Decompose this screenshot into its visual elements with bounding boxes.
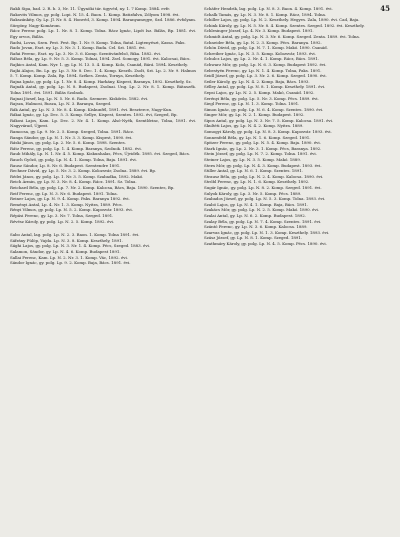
register-entry: Stern Mór, gy. polg. Lp. N. 4. 3. Komp. Budapest. 1893. évi. bbox=[204, 162, 322, 168]
register-entry: Siegl Ferenc, gy. Lp. N. 1. 3. Komp. Tolna. 1891. bbox=[204, 101, 300, 107]
register-entry: Sepsi Lajos, gy. Lp. N. 2. 5. Komp. Makó, Csanád. 1892. bbox=[204, 89, 315, 95]
register-entry: Stein József, gy. polg. Lp. N. 7. 2. Komp. Tolna. 1891. évi. bbox=[204, 151, 317, 157]
section-gap bbox=[10, 224, 196, 232]
register-entry: Stiller Antal, gy. Lp. N. 6. 1. Komp. Szentes. 1891. bbox=[204, 168, 303, 174]
register-entry: Sonnenfeld Béla, gy. Lp. N. 1. 6. Komp. Szeged. 1891. bbox=[204, 134, 311, 140]
register-entry: Rátz Ferenc, gy. polg. Lp. 1. 4. Komp. Baranya, Szolnok. 1882. évi. bbox=[10, 145, 142, 151]
register-entry: Reményi Antal, Lp. 4. Nr. 1. 3. Komp. Nyitra, 1889. Pécs. bbox=[10, 201, 123, 207]
register-entry: Serényi Béla, gy. polg. Lp. 5. Nr. 3. Komp. Pécs. 1889. évi. bbox=[204, 95, 319, 101]
register-entry: Schreiber Ignác, Lp. N. 3. 5. Komp. Kolozsvár, 1893. évi. bbox=[204, 50, 316, 56]
register-entry: Sugár Ignác, gy. polg. Lp. N. 8. 2. Komp. Szeged. 1891. évi. bbox=[204, 185, 322, 190]
register-entry: Rajnai József, lag. Lp. N. 5. Nr. 6. Rado. Szemere. Kiskőrös. 1882. évi. bbox=[10, 95, 149, 101]
register-entry: Rado Jovan, Eszt. ny. Lp. 3. Nr. 3. 1. Komp. Bada. Cel. Szt. 1881. évi. bbox=[10, 45, 146, 51]
register-entry: Somogyi Károly, gy. polg. Lp. N. 8. 3. Komp. Kaposvár. 1893. évi. bbox=[204, 129, 332, 135]
register-entry: Simon Ignác, gy. polg. Lp. N. 6. 4. Komp. Szentes. 1890. évi. bbox=[204, 106, 324, 112]
register-entry: Schink Károly, gy. Lp. N. 5. Nr. 8. 4. Komp. Szentes. Szeged. 1892. évi. Keszthely. bbox=[204, 22, 365, 28]
register-entry: Schneider Béla, gy. Lp. N. 2. 3. Komp. Pécs. Baranya. 1892. bbox=[204, 39, 322, 45]
register-entry: Steiner Lajos, gy. Lp. N. 3. 5. Komp. Makó. 1889. bbox=[204, 157, 301, 163]
register-entry: Sabo Antal, lag. polg. Lp. N. 2. 3. Baon. 1. Komp. Tolna 1891. évi. bbox=[10, 232, 140, 238]
register-entry: Salamon, Sándor, gy. Lp. N. 4. 6. Komp. Budapest 1891. bbox=[10, 248, 121, 254]
register-entry: Répási Ferenc, gy. Lp. 3. Nr. 7. Tolna, Szeged. 1891. bbox=[10, 212, 114, 218]
register-entry: Szabados József, gy. polg. Lp. N. 5. 3. Komp. Tolna. 1893. évi. bbox=[204, 196, 326, 202]
register-entry: Rausz Sándor, Lp. 8. Nr. 6. Budapest. Szentendre 1891. bbox=[10, 162, 121, 168]
register-entry: Szántó Ferenc, gy. Lp. N. 3. 6. Komp. Kalocsa. 1889. bbox=[204, 224, 308, 230]
register-entry: Sáfrány Fülöp, Vajda. Lp. N. 3. 8. Komp. Keszthely, 1891. bbox=[10, 237, 123, 243]
register-entry: Rafai Ferenc, Eszt. ny. Lp. 3. Nr. 3. 6. Komp. Szentivánfelső, Rika. 1882. évi. bbox=[10, 50, 161, 56]
right-column bbox=[204, 6, 390, 533]
register-entry: Schön Dávid, gy. polg. Lp. N. 7. 1. Komp. Makó. 1890. Csanád. bbox=[204, 45, 328, 51]
register-entry: Szász József, gy. Lp. N. 8. 1. Komp. Szeged. 1891. bbox=[204, 235, 303, 241]
register-entry: Révész Károly, gy. polg. Lp. N. 2. 5. Komp. 1892. évi. bbox=[10, 218, 114, 224]
register-entry: Raub Mihály, Lp. N. 1. Nr. 4. 5. Komp. Kiskunhalas, Pécs, Újvidék. 1895. évi. Szeged, Bács. bbox=[10, 151, 190, 157]
register-entry: Spitzer Ferenc, gy. polg. Lp. N. 5. 4. Komp. Baja. 1890. évi. bbox=[204, 140, 321, 146]
register-entry: Schwarz Mór, gy. polg. Lp. N. 6. 3. Komp. Budapest 1892. évi. bbox=[204, 61, 327, 67]
register-entry: Stróbl Ferenc, gy. Lp. N. 1. 6. Komp. Keszthely. 1892. bbox=[204, 179, 310, 185]
register-entry: Rédei János, gy. polg. Lp. 1. Nr. 3. 5. Komp. Szabadka, 1892. Makó. bbox=[10, 173, 144, 179]
register-entry: Szarvas Ignác, gy. polg. Lp. N. 1. 3. Komp. Keszthely. 1893. évi. bbox=[204, 229, 330, 235]
register-entry: Rényi Vilmos, gy. polg. Lp. N. 5. 2. Komp. Kaposvár. 1893. évi. bbox=[10, 207, 133, 213]
register-entry: Rauch Győző, gy. polg. Lp. N. 4. 1. Komp. Tolna, Baja. 1891. évi. bbox=[10, 157, 137, 163]
register-entry: Reichard Béla, gy. polg. Lp. 7. Nr. 2. Komp. Kalocsa, Bács, Baja. 1890. Szentes, Bp. bbox=[10, 185, 175, 190]
register-entry: Rajsza, Halmosi, Rusza, Lp. N. 3. Baranya, Szeged. bbox=[10, 101, 112, 107]
register-entry: Szalay Béla, gy. polg. Lp. N. 7. 4. Komp. Szentes. 1891. évi. bbox=[204, 218, 322, 224]
register-entry: Seidl József, gy. polg. Lp. 3. Nr. 2. 6. Komp. Szeged. 1890. évi. bbox=[204, 73, 327, 79]
register-entry: Szabó Lajos, gy. Lp. N. 4. 1. Komp. Baja, Bács. 1891. bbox=[204, 201, 308, 207]
register-entry: Schlesinger József, Lp. 4. Nr. 3. Komp. Budapest. 1891. bbox=[204, 28, 314, 34]
register-entry: Rácz Ferenc polg. Lp. 1. Nr. 8. 1. Komp. Tolna. Rácz Ignác, Lipót Isz. Bálás, Bp. 1881. évi. Egy orvos, Bálás. bbox=[10, 28, 196, 39]
register-entry: Rához Béla, gy. Lp. 9. Nr. 5. 3. Komp. Tolnai, 1894. Zsel. Somogy, 1891. évi. Kalocsai, Bács. bbox=[10, 56, 191, 62]
register-entry: Sallai Ferenc, Kam. Lp. N. 2. Nr. 3. 1. Komp. Vác, 1892. évi. bbox=[10, 254, 128, 260]
register-entry: Stark Ignác, gy. Lp. 2. Nr. 3. 1. Komp. Pécs, Baranya. 1892. bbox=[204, 145, 322, 151]
register-entry: Sándor Ignác, gy. polg. Lp. 9. 2. Komp. Baja, Bács. 1891. évi. bbox=[10, 260, 131, 266]
register-entry: Rák Antal, gy. Lp. N. 3. Nr. 8. 4. Komp. Kiskunfél, 1891. évi. Beszterce, Nagy-Kun. bbox=[10, 106, 173, 112]
register-entry: Schäfer Hendrik, lag. polg. Lp. N. 8. 3. Baon. 4. Komp. 1891. évi. bbox=[204, 6, 333, 11]
register-entry: Sulyok Károly, gy. Lp. 3. Nr. 5. Komp. Pécs. 1889. bbox=[204, 190, 302, 196]
register-entry: Ramocsa, gy. Lp. 9. Nr. 2. 5. Komp. Szeged, Tolna. 1891. Rácz. bbox=[10, 129, 134, 135]
register-entry: Sélley Antal, gy. polg. Lp. N. 8. 1. Komp. Keszthely. 1891. évi. bbox=[204, 84, 326, 90]
register-entry: Rakovits Vilmos, gy. polg. Lopi. N. 15. 4. Baon. 1. Komp. Batizfalva, Zólyom 1898. évi. bbox=[10, 11, 180, 17]
register-entry: Rajkics Antal, Kam. Nyr. 1. gy. Lp. N. 13. 5. 4. Komp. Kolo, Csanád, Bárá. 1894. Keszthely. bbox=[10, 61, 188, 67]
register-entry: Schalk Tamás, gy. Lp. N. 3. Nr. 8. 1. Komp. Rácz, 1894. Tolna. bbox=[204, 11, 327, 17]
register-entry: Sebestyén Ferenc, gy. Lp. N. 1. 4. Komp. Tolna, Paks. 1891. bbox=[204, 67, 322, 73]
register-entry: Reiner Lajos, gy. Lp. N. 9. 4. Komp. Paks. Baranya 1892. évi. bbox=[10, 196, 130, 202]
register-entry: Sipos Antal, gy. polg. Lp. N. 3. Nr. 7. 5. Komp. Kalocsa. 1891. évi. bbox=[204, 117, 334, 123]
page-number: 45 bbox=[380, 4, 390, 13]
register-entry: Sághi Lajos, gy. polg. Lp. N. 3. Nr. 1. 4. Komp. Pécs, Szeged. 1883. évi. bbox=[10, 243, 151, 249]
register-entry: Szakács Mór, gy. polg. Lp. N. 2. 5. Komp. Makó. 1890. évi. bbox=[204, 207, 320, 213]
register-entry: Rakszánkity, Gy. Lp. Jl. Nr. 8. 4. Honvéd, 3. Komp. 1894. Baranyamegye, Szd. 1886. évfolyam. Sürgöny, Nagy-Komárom. bbox=[10, 17, 196, 28]
register-entry: Schulcz Lajos, gy. Lp. 2. Nr. 4. 1. Komp. Rácz, Bács. 1891. bbox=[204, 56, 319, 62]
register-entry: Ráski János, gy. polg. Lp. 2. Nr. 5. 6. Komp. 1898. Szentes. bbox=[10, 140, 126, 146]
register-entry: Strausz Béla, gy. polg. Lp. N. 2. 4. Komp. Kalocsa. 1890. évi. bbox=[204, 173, 324, 179]
register-entry: Seiler Károly, gy. Lp. N. 4. 2. Komp. Baja, Bács. 1893. bbox=[204, 78, 310, 84]
register-entry: Rajnák Antal, gy. polg. Lp. N. 8. Budapest, Zsolnai. Ung. Lp. 2. Nr. 8. 1. Komp. Bátaszék. Tolna 1891. évi. 1891. Bálás Szolnok. bbox=[10, 84, 196, 95]
register-entry: Rechner Dávid, gy. Lp. 5. Nr. 3. 2. Komp. Kolozsvár, Zsolna. 1889. évi. Bp. bbox=[10, 168, 157, 174]
two-column-layout bbox=[10, 6, 392, 533]
register-entry: Rákosi Lajos, Kam. Lp. Dec. 2. Nr. 4. 1. Komp. Alsó-Nyék, Szentlőrinc, Tolna, 1891. évi. Nagyvárad, Újpest. bbox=[10, 117, 196, 129]
register-entry: Rajki Alajos, Bn. Lp. gy. Lp. 3. Nr. 8. Dec. 1. 4. Komp. Keszth. Zsolt, Szt. Lp. 2. Nr. 9. Halmos 5. 7. Komp. Komp. Zala, Bp. 1894. Székes. Zenta, Tornya, Keszthely. bbox=[10, 67, 196, 79]
register-entry: Rajna Ignác, gy. polg. Lp. 1. Nr. 8. 4. Komp. Harkány, Kispest, Baranya, 1892. Keszthely, Sz. bbox=[10, 78, 192, 84]
register-entry: Szalai Antal, gy. Lp. N. 6. 2. Komp. Budapest. 1892. bbox=[204, 212, 306, 218]
register-entry: Rákai Ignác, gy. Lp. Dec. 5. 3. Komp. Sellye, Kispest, Szentes. 1892. évi, Szeged, Bp. bbox=[10, 112, 178, 118]
left-column bbox=[10, 6, 196, 533]
register-entry: Szathmáry Károly, gy. polg. Lp. N. 4. 5. Komp. Pécs. 1890. évi. bbox=[204, 240, 327, 246]
register-entry: Singer Mór, gy. Lp. N. 2. 1. Komp. Budapest. 1892. bbox=[204, 112, 305, 118]
register-entry: Rakli Sipa, bad. 2. R. b. 3, Nr. 11. Ügynöki tár. ügyvéd, ny. 1. 7 Komp. 1884. evfr. bbox=[10, 6, 170, 11]
register-entry: Radsi, Lovas, Szen. Pest. Pest. Bp. 1. Nr. 9. Komp. Tolna, fiatal. Ligtenyészt, Kassa. Paks. bbox=[10, 39, 186, 45]
register-entry: Reich Ármin, gy. Lp. N. 3. Nr. 8. 4. Komp. Rácz. 1891. Sz. Tolna. bbox=[10, 179, 137, 185]
register-entry: Schmidt Antal, gy. polg. Lp. N. 3. Nr. 6. Komp. Szeged. Zenta. 1889. évi. Tolna. bbox=[204, 33, 360, 39]
register-entry: Reif Ferenc, gy. Lp. N. 3. Nr. 6. Budapest. 1891. Tolna. bbox=[10, 190, 118, 196]
register-entry: Ranga Sándor, gy. Lp. N. 1. Nr. 3. 3. Komp. Kispest, 1890. évi. bbox=[10, 134, 133, 140]
register-entry: Skultéti Lajos, gy. Lp. N. 4. 2. Komp. Nyitra. 1889. bbox=[204, 123, 304, 129]
register-entry: Schiller Lajos, gy. polg. Lp. N. 2. Keszthely. Hegyes. Zala, 1890. évi. Cad, Baja. bbox=[204, 17, 360, 23]
